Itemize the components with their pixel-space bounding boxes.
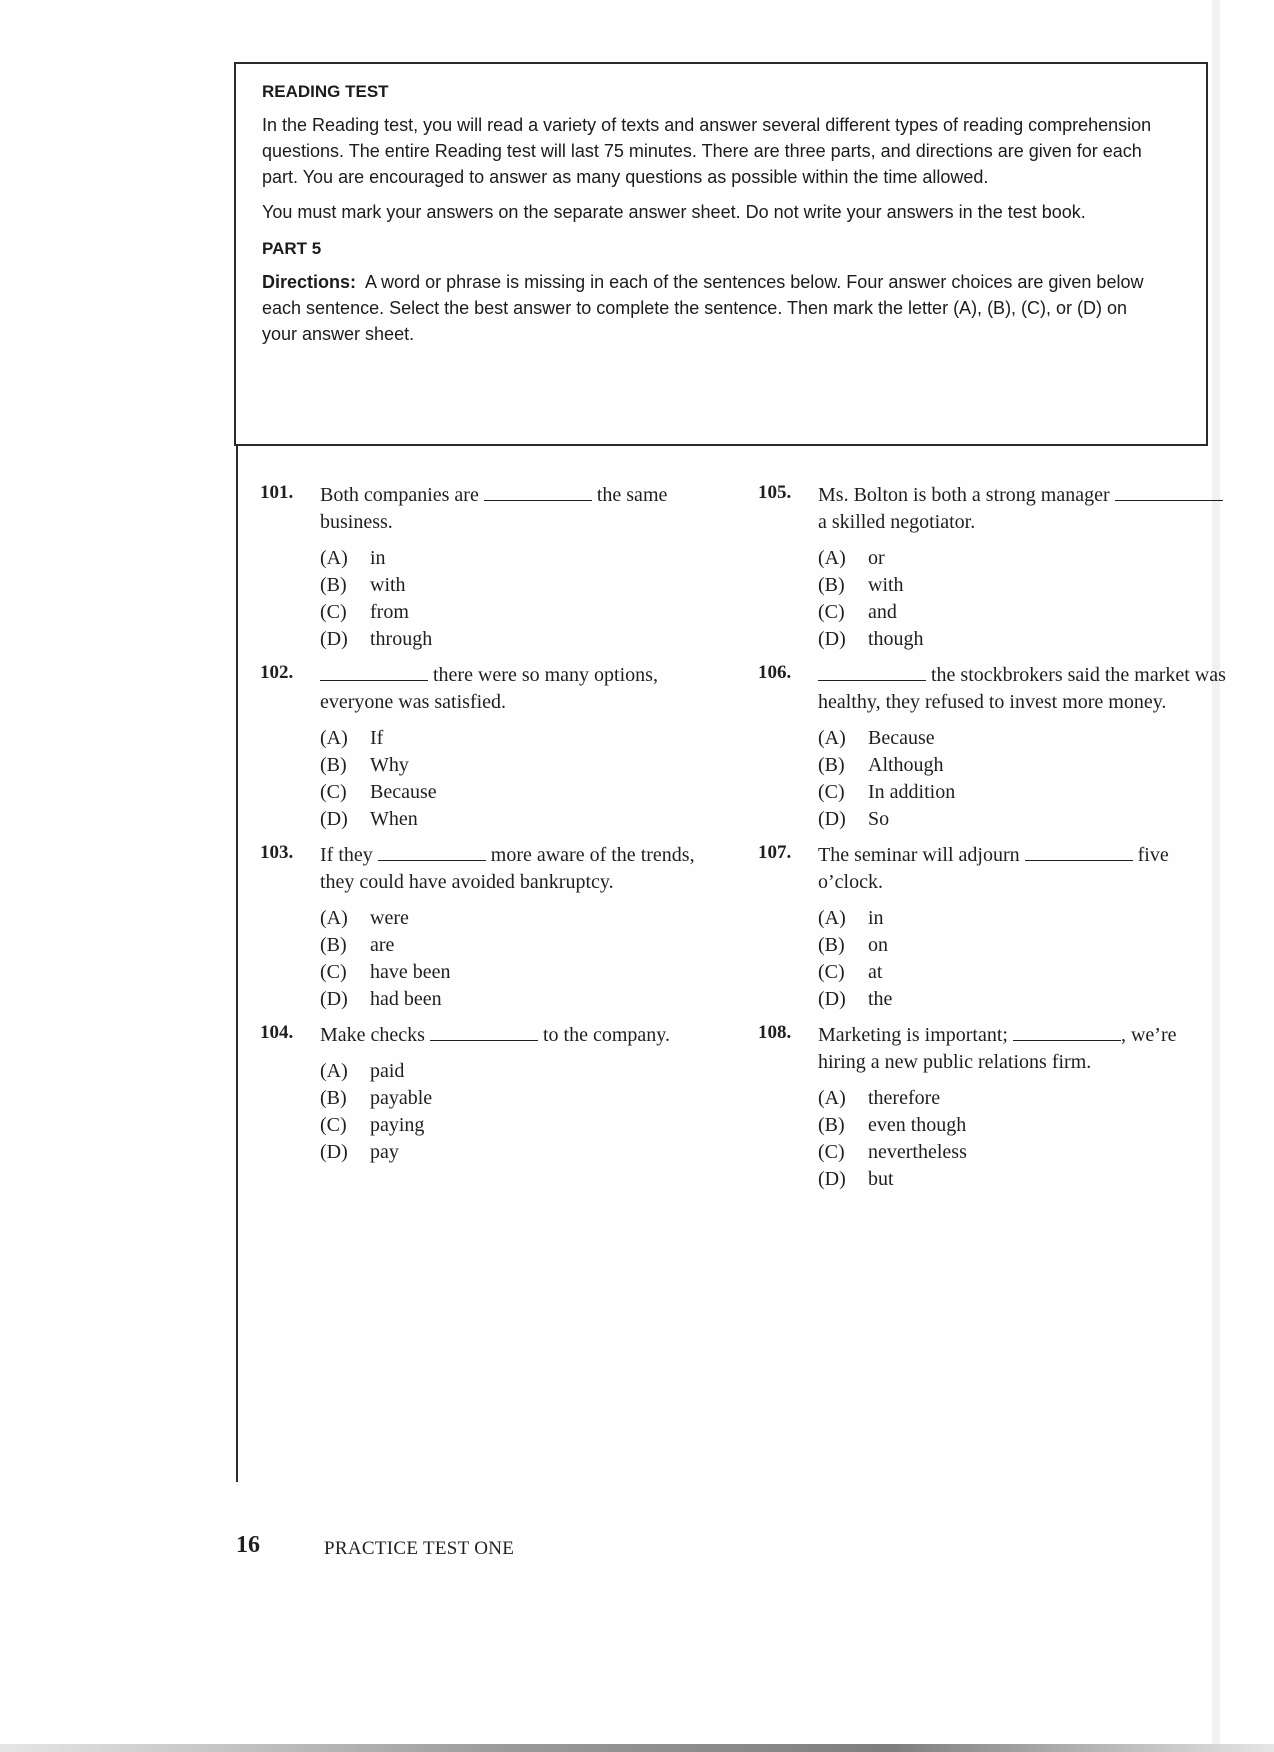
instructions-box [234,62,1208,446]
option-text: Because [868,727,935,749]
option-letter: (D) [818,808,846,830]
answer-option [818,905,1228,932]
stem-text-after: five o’clock. [818,844,1169,893]
option-letter: (B) [818,574,845,596]
answer-blank [1115,485,1223,501]
answer-options [320,905,730,1013]
option-letter: (C) [320,601,347,623]
option-letter: (D) [320,628,348,650]
section-title: READING TEST [262,82,389,101]
answer-options [818,545,1228,653]
question-stem [818,662,1228,716]
option-text: but [868,1168,894,1190]
option-text: in [370,547,386,569]
answer-option [818,752,1228,779]
option-text: Why [370,754,409,776]
option-text: therefore [868,1087,941,1109]
option-letter: (A) [320,907,348,929]
answer-option [320,599,730,626]
answer-options [320,1058,730,1166]
option-text: and [868,601,897,623]
option-text: with [370,574,406,596]
question-stem [818,1022,1228,1076]
answer-option [818,572,1228,599]
stem-text-before: Marketing is important; [818,1024,1008,1046]
option-letter: (B) [320,754,347,776]
stem-text-after: the same business. [320,484,668,533]
answer-option [320,1112,730,1139]
answer-option [320,752,730,779]
question-item [260,1022,730,1166]
answer-option [320,932,730,959]
answer-option [320,626,730,653]
stem-text-after: , we’re hiring a new public relations firm. [818,1024,1177,1073]
option-letter: (A) [320,727,348,749]
option-text: are [370,934,395,956]
answer-options [320,725,730,833]
question-item [758,662,1228,833]
answer-option [818,779,1228,806]
option-letter: (D) [320,808,348,830]
option-letter: (B) [320,574,347,596]
answer-option [320,1139,730,1166]
option-text: When [370,808,418,830]
intro-paragraph: In the Reading test, you will read a variety of texts and answer several different types of reading comprehension questions. The entire Reading test will last 75 minutes. There are three parts, and directions are given for each part. You are encouraged to answer as many questions as possible within the time allowed. [262,115,1152,187]
option-letter: (C) [818,961,845,983]
option-text: the [868,988,893,1010]
answer-options [320,545,730,653]
option-letter: (C) [818,781,845,803]
option-letter: (D) [818,628,846,650]
option-text: pay [370,1141,399,1163]
question-number: 105. [758,482,792,503]
question-stem [818,842,1228,896]
answer-options [818,1085,1228,1193]
question-number: 101. [260,482,294,503]
answer-blank [1013,1025,1121,1041]
answer-option [818,599,1228,626]
option-text: were [370,907,409,929]
answer-option [818,545,1228,572]
answer-option [818,959,1228,986]
answer-option [818,1085,1228,1112]
question-stem [818,482,1228,536]
option-text: paying [370,1114,425,1136]
questions-left-column [260,482,730,1175]
answer-option [818,986,1228,1013]
option-text: If [370,727,384,749]
directions-label: Directions: [262,272,357,292]
question-stem [320,842,730,896]
directions-paragraph [262,269,1162,347]
option-letter: (A) [818,727,846,749]
stem-text-before: If they [320,844,373,866]
answer-option [320,572,730,599]
option-text: In addition [868,781,956,803]
option-text: on [868,934,888,956]
question-number: 108. [758,1022,792,1043]
option-letter: (C) [818,1141,845,1163]
answer-option [818,806,1228,833]
left-margin-rule [236,446,238,1482]
stem-text-before: Make checks [320,1024,425,1046]
answer-option [320,725,730,752]
answer-options [818,725,1228,833]
option-letter: (C) [320,1114,347,1136]
option-text: payable [370,1087,433,1109]
answer-option [818,1166,1228,1193]
answer-option [320,959,730,986]
question-number: 107. [758,842,792,863]
question-stem [320,662,730,716]
option-letter: (D) [320,988,348,1010]
option-text: Although [868,754,944,776]
question-item [260,482,730,653]
question-stem [320,1022,730,1049]
answer-blank [484,485,592,501]
option-letter: (D) [320,1141,348,1163]
option-text: even though [868,1114,967,1136]
option-letter: (B) [818,1114,845,1136]
stem-text-after: the stockbrokers said the market was healthy, they refused to invest more money. [818,664,1226,713]
page-number: 16 [236,1532,260,1558]
answer-option [818,725,1228,752]
question-item [260,842,730,1013]
option-letter: (A) [818,907,846,929]
option-text: have been [370,961,451,983]
option-letter: (C) [320,961,347,983]
stem-text-before: Both companies are [320,484,479,506]
option-text: though [868,628,924,650]
answer-option [818,626,1228,653]
option-text: nevertheless [868,1141,967,1163]
question-item [758,1022,1228,1193]
question-number: 102. [260,662,294,683]
option-text: in [868,907,884,929]
option-text: So [868,808,890,830]
option-text: Because [370,781,437,803]
answer-option [320,905,730,932]
questions-right-column [758,482,1228,1202]
question-item [758,482,1228,653]
stem-text-before: Ms. Bolton is both a strong manager [818,484,1110,506]
option-letter: (B) [818,934,845,956]
answer-option [320,986,730,1013]
question-item [758,842,1228,1013]
answer-option [818,1139,1228,1166]
answer-option [320,806,730,833]
answer-option [320,545,730,572]
footer-title: PRACTICE TEST ONE [324,1538,515,1559]
answer-blank [378,845,486,861]
option-letter: (A) [320,1060,348,1082]
option-text: at [868,961,883,983]
answer-blank [818,665,926,681]
question-number: 104. [260,1022,294,1043]
stem-text-before: The seminar will adjourn [818,844,1020,866]
scan-edge-strip [0,1744,1274,1752]
answer-option [320,1058,730,1085]
directions-text: A word or phrase is missing in each of the sentences below. Four answer choices are given below each sentence. Select the best answer to complete the sentence. Then mark the letter (A), (B), (C), or (D) on your answer sheet. [262,272,1144,344]
stem-text-after: more aware of the trends, they could have avoided bankruptcy. [320,844,695,893]
stem-text-after: there were so many options, everyone was satisfied. [320,664,658,713]
option-letter: (C) [320,781,347,803]
option-text: from [370,601,409,623]
option-text: paid [370,1060,405,1082]
option-text: had been [370,988,442,1010]
option-letter: (D) [818,988,846,1010]
answer-blank [320,665,428,681]
option-text: or [868,547,885,569]
stem-text-after: to the company. [542,1024,670,1046]
question-number: 106. [758,662,792,683]
question-item [260,662,730,833]
option-letter: (A) [818,1087,846,1109]
option-letter: (B) [320,934,347,956]
option-letter: (D) [818,1168,846,1190]
instruction-paragraph: You must mark your answers on the separate answer sheet. Do not write your answers in the test book. [262,202,1086,222]
answer-options [818,905,1228,1013]
option-text: through [370,628,433,650]
option-letter: (B) [320,1087,347,1109]
answer-option [818,932,1228,959]
option-letter: (C) [818,601,845,623]
option-text: with [868,574,904,596]
answer-blank [430,1025,538,1041]
option-letter: (B) [818,754,845,776]
answer-option [320,779,730,806]
part-title: PART 5 [262,239,322,258]
stem-text-after: a skilled negotiator. [818,511,976,533]
option-letter: (A) [818,547,846,569]
question-number: 103. [260,842,294,863]
answer-option [320,1085,730,1112]
question-stem [320,482,730,536]
option-letter: (A) [320,547,348,569]
answer-option [818,1112,1228,1139]
answer-blank [1025,845,1133,861]
